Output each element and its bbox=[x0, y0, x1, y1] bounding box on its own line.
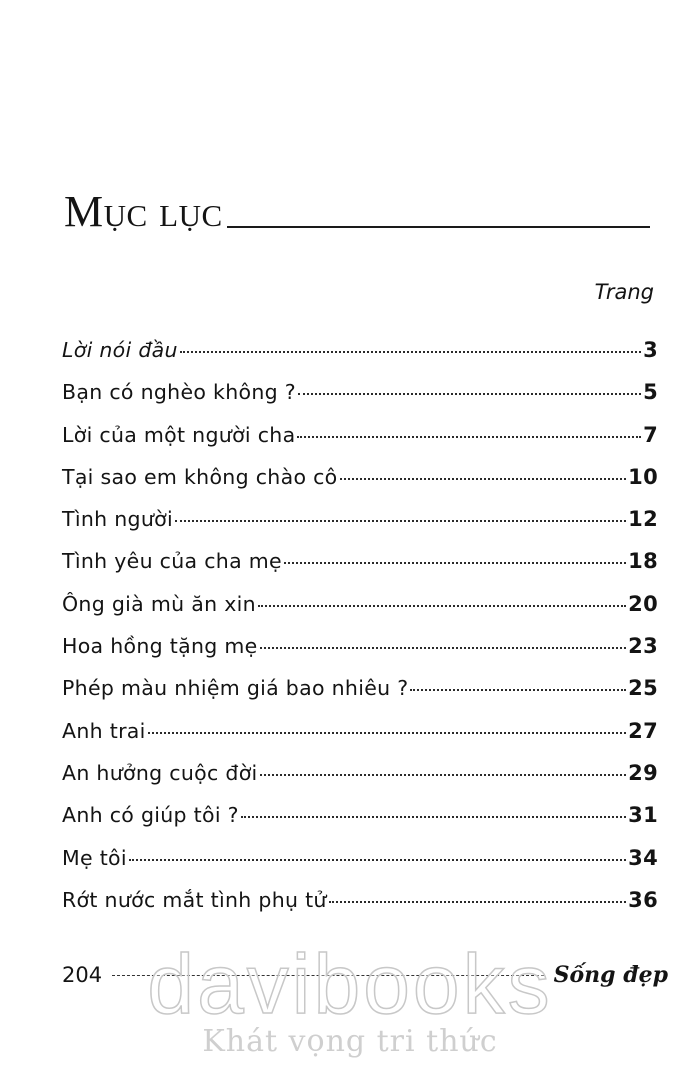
toc-entry bbox=[62, 380, 658, 422]
toc-entry-title: Anh trai bbox=[62, 718, 146, 743]
toc-entry-title: Rớt nước mắt tình phụ tử bbox=[62, 887, 327, 912]
toc-entry bbox=[62, 761, 658, 803]
toc-entry bbox=[62, 888, 658, 930]
toc-entry-page: 29 bbox=[628, 760, 658, 785]
toc-entry-title: Tình người bbox=[62, 507, 173, 532]
toc-entry-page: 25 bbox=[628, 676, 658, 701]
dot-leader bbox=[129, 859, 626, 861]
dot-leader bbox=[241, 816, 626, 818]
toc-entry-title: Anh có giúp tôi ? bbox=[62, 803, 239, 828]
toc-entry-page: 36 bbox=[628, 887, 658, 912]
dot-leader bbox=[298, 393, 641, 395]
toc-entry bbox=[62, 549, 658, 591]
dot-leader bbox=[260, 647, 627, 649]
toc-entry-page: 20 bbox=[628, 591, 658, 616]
toc-entry-page: 12 bbox=[628, 507, 658, 532]
toc-entry bbox=[62, 507, 658, 549]
toc-entry-page: 23 bbox=[628, 634, 658, 659]
dot-leader bbox=[260, 774, 627, 776]
toc-entry bbox=[62, 465, 658, 507]
page-number: 204 bbox=[62, 963, 103, 987]
toc-entry-title: Mẹ tôi bbox=[62, 845, 127, 870]
toc-entry-page: 10 bbox=[628, 464, 658, 489]
toc-entry-page: 27 bbox=[628, 718, 658, 743]
toc-entry bbox=[62, 803, 658, 845]
toc-entry-page: 34 bbox=[628, 845, 658, 870]
page-column-label: Trang bbox=[594, 280, 654, 304]
title-rule bbox=[227, 226, 650, 228]
dot-leader bbox=[297, 436, 641, 438]
dot-leader bbox=[258, 605, 626, 607]
page-footer bbox=[62, 962, 668, 988]
watermark-tagline: Khát vọng tri thức bbox=[202, 1024, 498, 1059]
footer-rule bbox=[112, 975, 544, 976]
toc-entry bbox=[62, 846, 658, 888]
dot-leader bbox=[284, 562, 626, 564]
toc-entry-title: Bạn có nghèo không ? bbox=[62, 380, 296, 405]
page-heading bbox=[64, 188, 650, 234]
dot-leader bbox=[148, 732, 627, 734]
toc-entry-page: 5 bbox=[643, 380, 658, 405]
toc-entry-title: Hoa hồng tặng mẹ bbox=[62, 634, 258, 659]
toc-entry-title: Tại sao em không chào cô bbox=[62, 464, 338, 489]
toc-entry-title: Phép màu nhiệm giá bao nhiêu ? bbox=[62, 676, 409, 701]
dot-leader bbox=[410, 689, 626, 691]
toc-entry-title: Tình yêu của cha mẹ bbox=[62, 549, 282, 574]
table-of-contents bbox=[62, 338, 658, 930]
dot-leader bbox=[329, 901, 626, 903]
toc-entry-page: 31 bbox=[628, 803, 658, 828]
toc-entry bbox=[62, 338, 658, 380]
toc-entry bbox=[62, 634, 658, 676]
toc-entry-title: Lời của một người cha bbox=[62, 422, 296, 447]
toc-entry bbox=[62, 592, 658, 634]
toc-entry-title: An hưởng cuộc đời bbox=[62, 760, 258, 785]
toc-entry bbox=[62, 423, 658, 465]
toc-entry-page: 7 bbox=[643, 422, 658, 447]
dot-leader bbox=[175, 520, 626, 522]
page-title: Mục lục bbox=[64, 187, 223, 236]
toc-entry-title: Ông già mù ăn xin bbox=[62, 591, 256, 616]
dot-leader bbox=[180, 351, 641, 353]
toc-entry bbox=[62, 676, 658, 718]
toc-entry-page: 3 bbox=[643, 338, 658, 362]
series-name: Sống đẹp bbox=[553, 962, 668, 988]
toc-entry bbox=[62, 719, 658, 761]
toc-entry-title: Lời nói đầu bbox=[62, 338, 178, 362]
toc-entry-page: 18 bbox=[628, 549, 658, 574]
dot-leader bbox=[340, 478, 627, 480]
watermark-brand: davibooks bbox=[147, 937, 553, 1031]
